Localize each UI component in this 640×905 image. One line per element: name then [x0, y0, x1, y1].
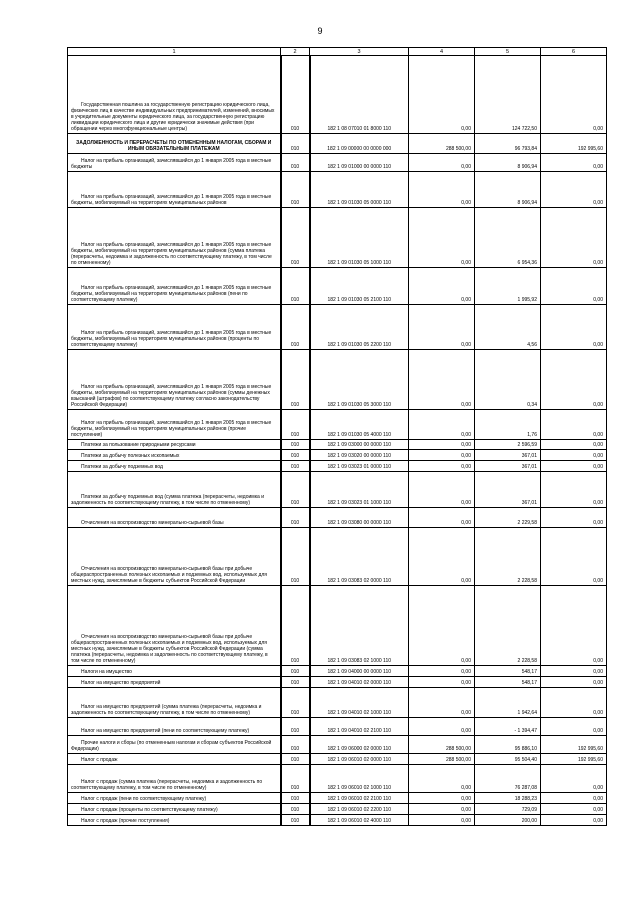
row-budget-code: 182 1 09 01030 05 3000 110: [310, 350, 409, 410]
row-approved-value: 0,00: [409, 765, 475, 793]
row-unexecuted-value: 0,00: [541, 410, 607, 440]
table-row: [68, 804, 607, 815]
row-description-text: Платежи за добычу подземных вод (сумма платежа (перерасчеты, недоимка и задолженность по соответствующему платежу, в том числе по отмененному): [71, 494, 264, 506]
row-unexecuted-value: 0,00: [541, 666, 607, 677]
row-line-code: 010: [281, 450, 310, 461]
row-line-code: 010: [281, 765, 310, 793]
row-approved-value: 0,00: [409, 666, 475, 677]
row-line-code: 010: [281, 154, 310, 172]
row-description-text: Платежи за пользование природными ресурсами: [81, 442, 196, 448]
row-description-text: Налог на прибыль организаций, зачислявшийся до 1 января 2005 года в местные бюджеты, мобилизуемый на территориях муниципальных районов (суммы денежных взысканий (штрафов) по соответствующему платежу согласно законодательству Российской Федерации): [71, 384, 272, 408]
row-unexecuted-value: 192 995,60: [541, 754, 607, 765]
row-description-text: ЗАДОЛЖЕННОСТЬ И ПЕРЕРАСЧЕТЫ ПО ОТМЕНЕННЫМ НАЛОГАМ, СБОРАМ И ИНЫМ ОБЯЗАТЕЛЬНЫМ ПЛАТЕЖАМ: [76, 140, 272, 152]
table-row: [68, 172, 607, 208]
row-description-text: Налог на прибыль организаций, зачислявшийся до 1 января 2005 года в местные бюджеты, мобилизуемый на территориях муниципальных районов (проценты по соответствующему платежу): [71, 330, 272, 348]
row-line-code: 010: [281, 472, 310, 508]
row-executed-value: 367,01: [475, 461, 541, 472]
row-approved-value: 0,00: [409, 472, 475, 508]
table-row: [68, 134, 607, 154]
row-budget-code: 182 1 09 03023 01 0000 110: [310, 461, 409, 472]
row-unexecuted-value: 0,00: [541, 793, 607, 804]
row-description: [68, 586, 281, 666]
page-number: 9: [317, 26, 323, 36]
row-approved-value: 0,00: [409, 528, 475, 586]
row-approved-value: 0,00: [409, 508, 475, 528]
row-description: [68, 677, 281, 688]
table-row: [68, 736, 607, 754]
row-approved-value: 0,00: [409, 172, 475, 208]
row-description-text: Налог на прибыль организаций, зачислявшийся до 1 января 2005 года в местные бюджеты, мобилизуемый на территориях муниципальных районов (пени по соответствующему платежу): [71, 285, 272, 303]
row-description-text: Налог с продаж (сумма платежа (перерасчеты, недоимка и задолженность по соответствующему платежу, в том числе по отмененному): [71, 779, 263, 791]
row-unexecuted-value: 0,00: [541, 508, 607, 528]
row-unexecuted-value: 0,00: [541, 56, 607, 134]
row-budget-code: 182 1 09 03083 02 0000 110: [310, 528, 409, 586]
column-header: 1: [68, 48, 281, 56]
row-unexecuted-value: 0,00: [541, 586, 607, 666]
row-executed-value: 2 228,58: [475, 528, 541, 586]
row-description-text: Прочие налоги и сборы (по отмененным налогам и сборам субъектов Российской Федерации): [71, 740, 272, 752]
row-unexecuted-value: 0,00: [541, 305, 607, 350]
row-approved-value: 0,00: [409, 677, 475, 688]
row-line-code: 010: [281, 815, 310, 826]
row-unexecuted-value: 0,00: [541, 440, 607, 450]
row-description-text: Государственная пошлина за государственную регистрацию юридического лица, физических лиц в качестве индивидуальных предпринимателей, изменений, вносимых в учредительные документы юридического лица, за государственную регистрацию ликвидации юридического лица и другие юридически значимые действия (при обращении через многофункциональные центры): [71, 102, 275, 132]
table-row: [68, 528, 607, 586]
row-approved-value: 0,00: [409, 440, 475, 450]
row-description-text: Платежи за добычу полезных ископаемых: [81, 453, 180, 459]
row-budget-code: 182 1 09 03020 00 0000 110: [310, 450, 409, 461]
table-header-row: [68, 48, 607, 56]
row-description: [68, 172, 281, 208]
row-approved-value: 0,00: [409, 815, 475, 826]
row-approved-value: 0,00: [409, 718, 475, 736]
row-description: [68, 804, 281, 815]
row-description-text: Отчисления на воспроизводство минерально-сырьевой базы при добыче общераспространенных полезных ископаемых и подземных вод, используемых для местных нужд, зачисляемые в бюджеты субъектов Российской Федерации (сумма платежа (перерасчеты, недоимка и задолженность по соответствующему платежу, в том числе по отмененному): [71, 634, 268, 664]
row-budget-code: 182 1 09 01030 05 2200 110: [310, 305, 409, 350]
row-unexecuted-value: 0,00: [541, 472, 607, 508]
row-line-code: 010: [281, 666, 310, 677]
row-line-code: 010: [281, 134, 310, 154]
row-executed-value: 1,76: [475, 410, 541, 440]
row-line-code: 010: [281, 793, 310, 804]
row-description-text: Налог с продаж (прочие поступления): [81, 818, 170, 824]
column-header: 4: [409, 48, 475, 56]
row-line-code: 010: [281, 268, 310, 305]
row-approved-value: 0,00: [409, 268, 475, 305]
row-line-code: 010: [281, 350, 310, 410]
row-unexecuted-value: 0,00: [541, 461, 607, 472]
row-executed-value: 2 229,58: [475, 508, 541, 528]
row-budget-code: 182 1 09 01030 05 0000 110: [310, 172, 409, 208]
table-row: [68, 268, 607, 305]
report-table: [67, 47, 607, 826]
row-budget-code: 182 1 09 04010 02 1000 110: [310, 688, 409, 718]
row-budget-code: 182 1 09 04000 00 0000 110: [310, 666, 409, 677]
row-executed-value: 200,00: [475, 815, 541, 826]
row-unexecuted-value: 0,00: [541, 208, 607, 268]
row-description: [68, 410, 281, 440]
row-approved-value: 0,00: [409, 154, 475, 172]
table-row: [68, 677, 607, 688]
row-approved-value: 288 500,00: [409, 134, 475, 154]
row-line-code: 010: [281, 586, 310, 666]
row-description: [68, 134, 281, 154]
row-executed-value: 548,17: [475, 666, 541, 677]
table-row: [68, 793, 607, 804]
row-unexecuted-value: 0,00: [541, 154, 607, 172]
row-description-text: Налог с продаж: [81, 757, 118, 763]
row-line-code: 010: [281, 754, 310, 765]
row-description: [68, 718, 281, 736]
row-line-code: 010: [281, 736, 310, 754]
row-description-text: Отчисления на воспроизводство минерально-сырьевой базы при добыче общераспространенных полезных ископаемых и подземных вод, используемых для местных нужд, зачисляемые в бюджеты субъектов Российской Федерации: [71, 566, 267, 584]
table-row: [68, 765, 607, 793]
table-row: [68, 815, 607, 826]
row-line-code: 010: [281, 440, 310, 450]
row-budget-code: 182 1 09 06000 02 0000 110: [310, 736, 409, 754]
row-budget-code: 182 1 09 01000 00 0000 110: [310, 154, 409, 172]
row-description: [68, 528, 281, 586]
row-description: [68, 754, 281, 765]
row-description-text: Налоги на имущество: [81, 669, 132, 675]
row-budget-code: 182 1 09 06010 02 4000 110: [310, 815, 409, 826]
table-row: [68, 688, 607, 718]
row-approved-value: 0,00: [409, 804, 475, 815]
row-approved-value: 0,00: [409, 586, 475, 666]
row-executed-value: 4,56: [475, 305, 541, 350]
table-row: [68, 440, 607, 450]
row-budget-code: 182 1 09 04010 02 0000 110: [310, 677, 409, 688]
row-description: [68, 472, 281, 508]
row-budget-code: 182 1 09 03083 02 1000 110: [310, 586, 409, 666]
row-executed-value: 8 906,94: [475, 172, 541, 208]
row-approved-value: 0,00: [409, 461, 475, 472]
row-description: [68, 508, 281, 528]
row-description-text: Отчисления на воспроизводство минерально-сырьевой базы: [81, 520, 224, 526]
row-unexecuted-value: 0,00: [541, 172, 607, 208]
row-description: [68, 305, 281, 350]
row-executed-value: 96 793,84: [475, 134, 541, 154]
row-description: [68, 56, 281, 134]
table-row: [68, 461, 607, 472]
row-description-text: Налог на имущество предприятий (пени по соответствующему платежу): [81, 728, 250, 734]
row-budget-code: 182 1 09 06010 02 2100 110: [310, 793, 409, 804]
row-line-code: 010: [281, 461, 310, 472]
row-unexecuted-value: 0,00: [541, 688, 607, 718]
row-executed-value: 95 886,10: [475, 736, 541, 754]
table-row: [68, 56, 607, 134]
row-description-text: Платежи за добычу подземных вод: [81, 464, 163, 470]
row-approved-value: 0,00: [409, 208, 475, 268]
row-executed-value: 0,34: [475, 350, 541, 410]
column-header: 2: [281, 48, 310, 56]
row-description-text: Налог на имущество предприятий: [81, 680, 161, 686]
row-description: [68, 208, 281, 268]
row-executed-value: 6 954,36: [475, 208, 541, 268]
row-approved-value: 288 500,00: [409, 754, 475, 765]
row-unexecuted-value: 0,00: [541, 718, 607, 736]
table-row: [68, 754, 607, 765]
row-budget-code: 182 1 09 01030 05 1000 110: [310, 208, 409, 268]
row-executed-value: 124 722,50: [475, 56, 541, 134]
row-executed-value: 729,09: [475, 804, 541, 815]
row-line-code: 010: [281, 804, 310, 815]
row-line-code: 010: [281, 718, 310, 736]
table-row: [68, 666, 607, 677]
row-executed-value: 95 504,40: [475, 754, 541, 765]
table-row: [68, 154, 607, 172]
row-approved-value: 0,00: [409, 410, 475, 440]
row-description-text: Налог на имущество предприятий (сумма платежа (перерасчеты, недоимка и задолженность по соответствующему платежу, в том числе по отмененному): [71, 704, 262, 716]
row-executed-value: 548,17: [475, 677, 541, 688]
table-row: [68, 410, 607, 440]
row-approved-value: 0,00: [409, 56, 475, 134]
row-description: [68, 765, 281, 793]
row-budget-code: 182 1 09 01030 05 2100 110: [310, 268, 409, 305]
row-executed-value: 76 287,08: [475, 765, 541, 793]
row-description-text: Налог с продаж (пени по соответствующему платежу): [81, 796, 207, 802]
row-line-code: 010: [281, 688, 310, 718]
row-approved-value: 0,00: [409, 305, 475, 350]
row-executed-value: 1 942,64: [475, 688, 541, 718]
row-description: [68, 736, 281, 754]
row-executed-value: 2 596,59: [475, 440, 541, 450]
row-unexecuted-value: 0,00: [541, 804, 607, 815]
row-unexecuted-value: 0,00: [541, 815, 607, 826]
row-line-code: 010: [281, 172, 310, 208]
column-header: 6: [541, 48, 607, 56]
row-unexecuted-value: 0,00: [541, 268, 607, 305]
row-executed-value: 367,01: [475, 450, 541, 461]
row-budget-code: 182 1 09 06010 02 1000 110: [310, 765, 409, 793]
row-budget-code: 182 1 09 06010 02 2200 110: [310, 804, 409, 815]
row-unexecuted-value: 0,00: [541, 765, 607, 793]
row-unexecuted-value: 0,00: [541, 528, 607, 586]
row-executed-value: - 1 394,47: [475, 718, 541, 736]
row-executed-value: 8 906,94: [475, 154, 541, 172]
row-line-code: 010: [281, 305, 310, 350]
table-row: [68, 718, 607, 736]
row-description: [68, 450, 281, 461]
row-approved-value: 288 500,00: [409, 736, 475, 754]
row-line-code: 010: [281, 208, 310, 268]
row-executed-value: 367,01: [475, 472, 541, 508]
row-description: [68, 268, 281, 305]
row-description: [68, 461, 281, 472]
row-line-code: 010: [281, 508, 310, 528]
row-description-text: Налог на прибыль организаций, зачислявшийся до 1 января 2005 года в местные бюджеты, мобилизуемый на территориях муниципальных районов (прочие поступления): [71, 420, 272, 438]
row-budget-code: 182 1 09 06010 02 0000 110: [310, 754, 409, 765]
column-header: 3: [310, 48, 409, 56]
row-executed-value: 1 995,92: [475, 268, 541, 305]
row-description-text: Налог на прибыль организаций, зачислявшийся до 1 января 2005 года в местные бюджеты, мобилизуемый на территориях муниципальных районов (сумма платежа (перерасчеты, недоимка и задолженность по соответствующему платежу, в том числе по отмененному): [71, 242, 272, 266]
table-row: [68, 305, 607, 350]
row-executed-value: 2 228,58: [475, 586, 541, 666]
row-approved-value: 0,00: [409, 793, 475, 804]
report-table-body: [68, 48, 607, 826]
row-description: [68, 440, 281, 450]
row-description-text: Налог с продаж (проценты по соответствующему платежу): [81, 807, 218, 813]
table-row: [68, 472, 607, 508]
row-description: [68, 154, 281, 172]
row-executed-value: 18 288,23: [475, 793, 541, 804]
row-line-code: 010: [281, 677, 310, 688]
row-unexecuted-value: 192 995,60: [541, 736, 607, 754]
table-row: [68, 586, 607, 666]
row-description: [68, 666, 281, 677]
row-budget-code: 182 1 09 03080 00 0000 110: [310, 508, 409, 528]
row-description: [68, 350, 281, 410]
row-description: [68, 793, 281, 804]
table-row: [68, 350, 607, 410]
column-header: 5: [475, 48, 541, 56]
table-row: [68, 508, 607, 528]
row-budget-code: 182 1 09 01030 05 4000 110: [310, 410, 409, 440]
row-budget-code: 182 1 09 03000 00 0000 110: [310, 440, 409, 450]
row-unexecuted-value: 0,00: [541, 350, 607, 410]
row-line-code: 010: [281, 410, 310, 440]
row-unexecuted-value: 0,00: [541, 677, 607, 688]
row-unexecuted-value: 192 995,60: [541, 134, 607, 154]
table-row: [68, 450, 607, 461]
row-approved-value: 0,00: [409, 350, 475, 410]
row-description: [68, 815, 281, 826]
row-line-code: 010: [281, 56, 310, 134]
row-budget-code: 182 1 09 00000 00 0000 000: [310, 134, 409, 154]
row-line-code: 010: [281, 528, 310, 586]
table-row: [68, 208, 607, 268]
row-description-text: Налог на прибыль организаций, зачислявшийся до 1 января 2005 года в местные бюджеты, мобилизуемый на территориях муниципальных районов: [71, 194, 272, 206]
row-approved-value: 0,00: [409, 450, 475, 461]
row-unexecuted-value: 0,00: [541, 450, 607, 461]
row-budget-code: 182 1 09 03023 01 1000 110: [310, 472, 409, 508]
row-approved-value: 0,00: [409, 688, 475, 718]
row-budget-code: 182 1 09 04010 02 2100 110: [310, 718, 409, 736]
row-description-text: Налог на прибыль организаций, зачислявшийся до 1 января 2005 года в местные бюджеты: [71, 158, 272, 170]
row-description: [68, 688, 281, 718]
row-budget-code: 182 1 08 07010 01 8000 110: [310, 56, 409, 134]
